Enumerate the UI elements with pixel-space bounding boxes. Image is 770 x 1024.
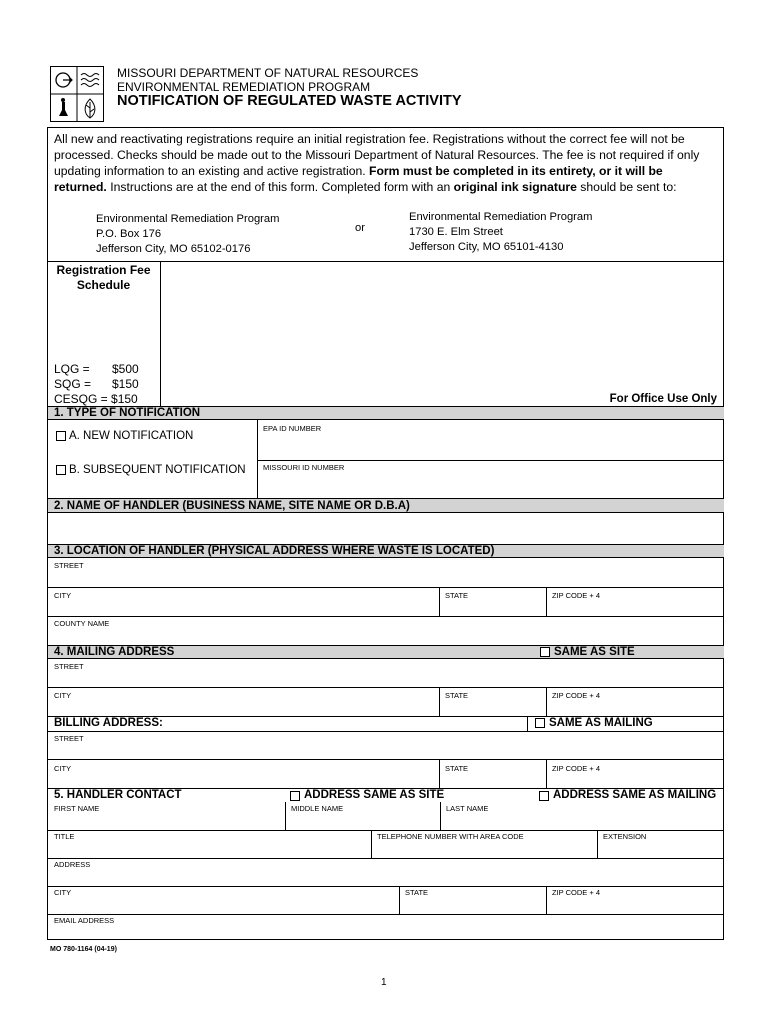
- missouri-id-label: MISSOURI ID NUMBER: [263, 463, 345, 472]
- billing-street-label: STREET: [54, 734, 84, 743]
- location-city-label: CITY: [54, 591, 72, 600]
- first-name-field[interactable]: [48, 813, 284, 829]
- dnr-logo-icon: [50, 66, 104, 122]
- billing-zip-label: ZIP CODE + 4: [552, 764, 601, 773]
- telephone-field[interactable]: [372, 841, 596, 857]
- last-name-label: LAST NAME: [446, 804, 489, 813]
- middle-name-label: MIDDLE NAME: [291, 804, 344, 813]
- fee-sqg-value: $150: [112, 377, 139, 391]
- mailing-address-po-box: Environmental Remediation Program P.O. Box 176 Jefferson City, MO 65102-0176: [96, 213, 280, 255]
- missouri-id-field[interactable]: [258, 473, 723, 497]
- contact-same-as-mailing-checkbox[interactable]: [539, 791, 549, 801]
- location-zip-field[interactable]: [547, 600, 723, 615]
- billing-street-field[interactable]: [48, 743, 724, 759]
- page-number: 1: [381, 977, 387, 988]
- billing-state-label: STATE: [445, 764, 469, 773]
- section-3-title: 3. LOCATION OF HANDLER (PHYSICAL ADDRESS WHERE WASTE IS LOCATED): [54, 545, 495, 557]
- fee-lqg-value: $500: [112, 362, 139, 376]
- section-1-title: 1. TYPE OF NOTIFICATION: [54, 407, 201, 419]
- contact-city-label: CITY: [54, 888, 72, 897]
- location-city-field[interactable]: [48, 600, 438, 615]
- fee-lqg-label: LQG =: [54, 362, 90, 376]
- epa-id-label: EPA ID NUMBER: [263, 424, 322, 433]
- last-name-field[interactable]: [441, 813, 723, 829]
- contact-same-as-mailing-label: ADDRESS SAME AS MAILING: [553, 789, 717, 801]
- fee-cesqg: CESQG = $150: [54, 392, 138, 406]
- county-name-label: COUNTY NAME: [54, 619, 110, 628]
- contact-same-as-site-label: ADDRESS SAME AS SITE: [304, 789, 445, 801]
- contact-state-field[interactable]: [400, 897, 545, 913]
- new-notification-checkbox[interactable]: [56, 431, 66, 441]
- contact-city-field[interactable]: [48, 897, 398, 913]
- contact-zip-field[interactable]: [547, 897, 723, 913]
- mailing-same-as-site-label: SAME AS SITE: [554, 646, 635, 658]
- fee-schedule-title: Registration Fee Schedule: [56, 263, 151, 292]
- new-notification-label: A. NEW NOTIFICATION: [69, 430, 194, 442]
- mailing-city-field[interactable]: [48, 700, 438, 715]
- fee-sqg-label: SQG =: [54, 377, 92, 391]
- billing-address-title: BILLING ADDRESS:: [54, 717, 163, 729]
- billing-same-as-mailing-label: SAME AS MAILING: [549, 717, 653, 729]
- middle-name-field[interactable]: [286, 813, 439, 829]
- mailing-address-street: Environmental Remediation Program 1730 E. Elm Street Jefferson City, MO 65101-4130: [409, 211, 593, 253]
- location-street-field[interactable]: [48, 570, 724, 587]
- county-name-field[interactable]: [48, 628, 724, 645]
- subsequent-notification-label: B. SUBSEQUENT NOTIFICATION: [69, 464, 246, 476]
- email-field[interactable]: [48, 925, 724, 939]
- mailing-street-label: STREET: [54, 662, 84, 671]
- mailing-zip-label: ZIP CODE + 4: [552, 691, 601, 700]
- contact-state-label: STATE: [405, 888, 429, 897]
- mailing-same-as-site-checkbox[interactable]: [540, 647, 550, 657]
- mailing-state-label: STATE: [445, 691, 469, 700]
- contact-title-label: TITLE: [54, 832, 75, 841]
- program-name: ENVIRONMENTAL REMEDIATION PROGRAM: [117, 80, 371, 94]
- contact-address-label: ADDRESS: [54, 860, 91, 869]
- extension-label: EXTENSION: [603, 832, 647, 841]
- epa-id-field[interactable]: [258, 434, 723, 459]
- billing-same-as-mailing-checkbox[interactable]: [535, 718, 545, 728]
- billing-state-field[interactable]: [440, 773, 545, 788]
- location-street-label: STREET: [54, 561, 84, 570]
- section-4-title: 4. MAILING ADDRESS: [54, 646, 175, 658]
- location-state-label: STATE: [445, 591, 469, 600]
- form-number: MO 780-1164 (04-19): [50, 946, 117, 953]
- handler-name-field[interactable]: [48, 514, 724, 544]
- billing-zip-field[interactable]: [547, 773, 723, 788]
- location-zip-label: ZIP CODE + 4: [552, 591, 601, 600]
- mailing-city-label: CITY: [54, 691, 72, 700]
- billing-city-field[interactable]: [48, 773, 438, 788]
- mailing-zip-field[interactable]: [547, 700, 723, 715]
- mailing-state-field[interactable]: [440, 700, 545, 715]
- telephone-label: TELEPHONE NUMBER WITH AREA CODE: [377, 832, 524, 841]
- location-state-field[interactable]: [440, 600, 545, 615]
- subsequent-notification-checkbox[interactable]: [56, 465, 66, 475]
- office-use-label: For Office Use Only: [609, 393, 717, 405]
- email-label: EMAIL ADDRESS: [54, 916, 115, 925]
- first-name-label: FIRST NAME: [54, 804, 100, 813]
- form-title: NOTIFICATION OF REGULATED WASTE ACTIVITY: [117, 93, 462, 109]
- mailing-street-field[interactable]: [48, 671, 724, 687]
- contact-zip-label: ZIP CODE + 4: [552, 888, 601, 897]
- section-2-title: 2. NAME OF HANDLER (BUSINESS NAME, SITE NAME OR D.B.A): [54, 500, 410, 512]
- contact-address-field[interactable]: [48, 869, 724, 885]
- extension-field[interactable]: [598, 841, 723, 857]
- or-text: or: [355, 222, 365, 234]
- section-5-title: 5. HANDLER CONTACT: [54, 789, 182, 801]
- intro-paragraph: All new and reactivating registrations require an initial registration fee. Registrations without the correct fee will not be processed. Checks should be made out to the Missouri Department of Natural Resources. The fee is not required if only updating information to an existing and active registration. Form must be completed in its entirety, or it will be returned. Instructions are at the end of this form. Completed form with an original ink signature should be sent to:: [54, 132, 700, 194]
- contact-same-as-site-checkbox[interactable]: [290, 791, 300, 801]
- billing-city-label: CITY: [54, 764, 72, 773]
- contact-title-field[interactable]: [48, 841, 370, 857]
- department-name: MISSOURI DEPARTMENT OF NATURAL RESOURCES: [117, 66, 419, 80]
